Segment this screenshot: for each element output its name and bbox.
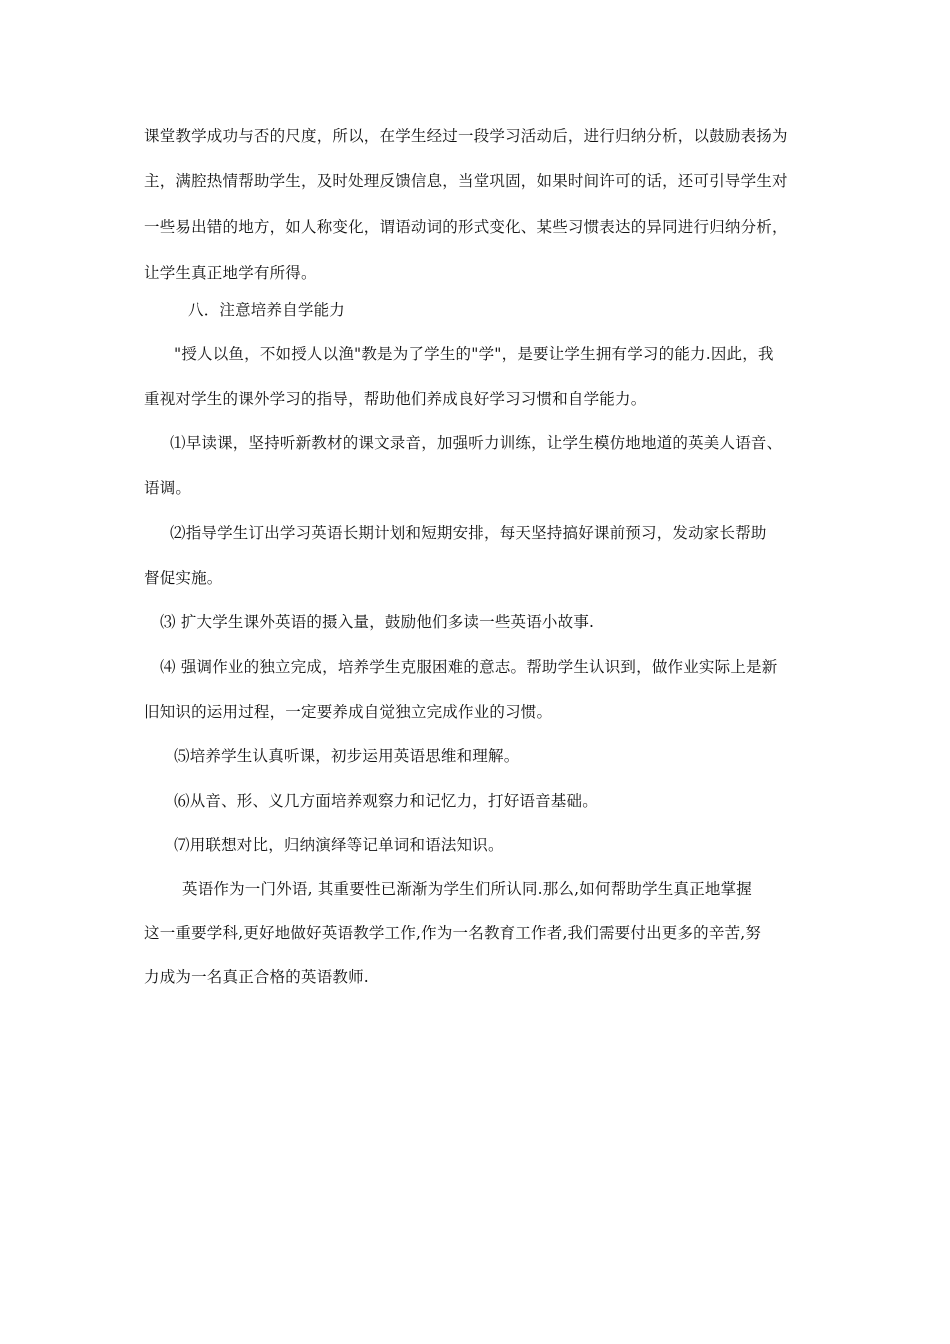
- list-item-line: 语调。: [144, 479, 192, 497]
- list-item-line: ⑵指导学生订出学习英语长期计划和短期安排，每天坚持搞好课前预习，发动家长帮助: [170, 524, 767, 542]
- list-item-line: ⑺用联想对比，归纳演绎等记单词和语法知识。: [174, 836, 504, 854]
- list-item-line: ⑷ 强调作业的独立完成，培养学生克服困难的意志。帮助学生认识到，做作业实际上是新: [160, 658, 778, 676]
- list-item-line: ⑴早读课，坚持听新教材的课文录音，加强听力训练，让学生模仿地地道的英美人语音、: [170, 434, 783, 452]
- list-item-line: ⑹从音、形、义几方面培养观察力和记忆力，打好语音基础。: [174, 792, 598, 810]
- paragraph-line: "授人以鱼，不如授人以渔"教是为了学生的"学"，是要让学生拥有学习的能力.因此，我: [174, 345, 774, 363]
- section-heading: 八．注意培养自学能力: [188, 301, 346, 319]
- paragraph-line: 英语作为一门外语, 其重要性已渐渐为学生们所认同.那么,如何帮助学生真正地掌握: [182, 880, 753, 898]
- paragraph-line: 这一重要学科,更好地做好英语教学工作,作为一名教育工作者,我们需要付出更多的辛苦,努: [144, 924, 762, 942]
- list-item-line: ⑶ 扩大学生课外英语的摄入量，鼓励他们多读一些英语小故事.: [160, 613, 595, 631]
- paragraph-line: 主，满腔热情帮助学生，及时处理反馈信息，当堂巩固，如果时间许可的话，还可引导学生对: [144, 172, 788, 190]
- list-item-line: 旧知识的运用过程，一定要养成自觉独立完成作业的习惯。: [144, 703, 553, 721]
- paragraph-line: 让学生真正地学有所得。: [144, 264, 317, 282]
- list-item-line: 督促实施。: [144, 569, 223, 587]
- list-item-line: ⑸培养学生认真听课，初步运用英语思维和理解。: [174, 747, 520, 765]
- paragraph-line: 一些易出错的地方，如人称变化，谓语动词的形式变化、某些习惯表达的异同进行归纳分析，: [144, 218, 788, 236]
- paragraph-line: 重视对学生的课外学习的指导，帮助他们养成良好学习习惯和自学能力。: [144, 390, 647, 408]
- paragraph-line: 力成为一名真正合格的英语教师.: [144, 968, 369, 986]
- paragraph-line: 课堂教学成功与否的尺度，所以，在学生经过一段学习活动后，进行归纳分析，以鼓励表扬为: [144, 127, 788, 145]
